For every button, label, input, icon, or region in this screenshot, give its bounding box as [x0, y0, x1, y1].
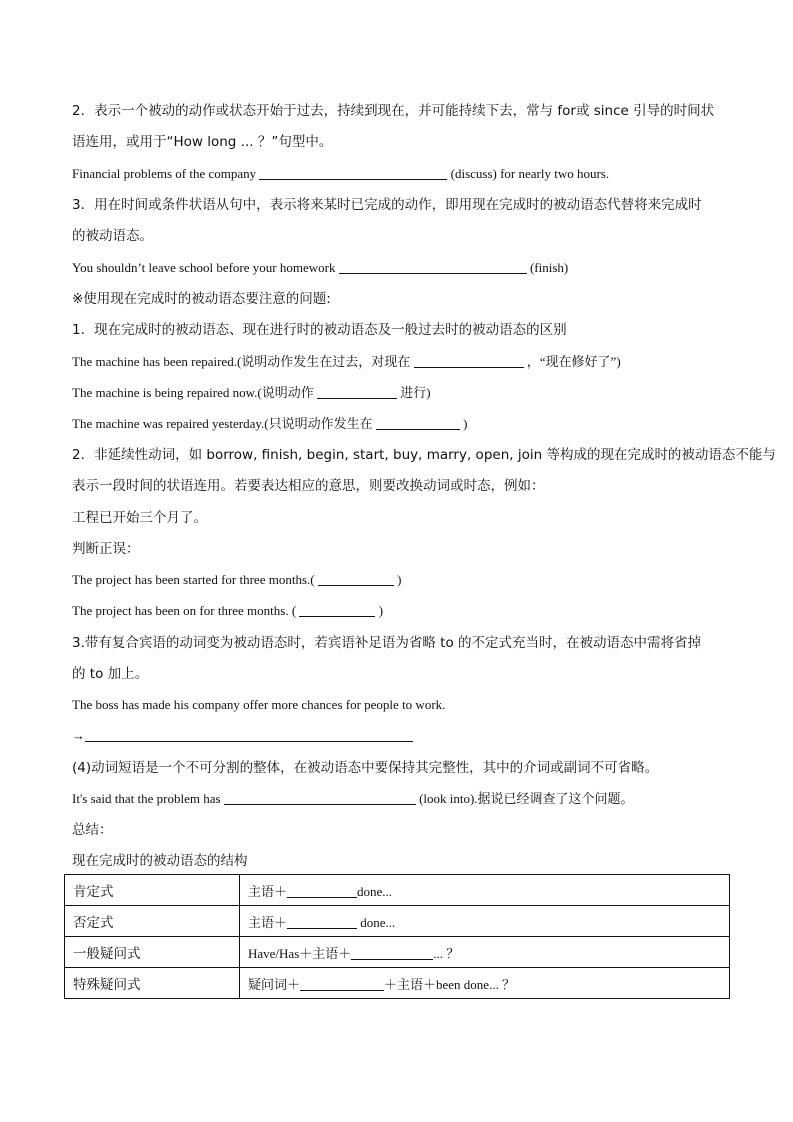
answer-blank-finish[interactable]	[339, 259, 527, 274]
judge-item-2-sentence: The project has been on for three months. (	[72, 603, 297, 618]
note-4-text: (4)动词短语是一个不可分割的整体，在被动语态中要保持其完整性，其中的介词或副词不可省略。	[72, 760, 659, 776]
rewrite-answer-line	[72, 727, 413, 745]
note-2-text: 2．非延续性动词，如 borrow, finish, begin, start, buy, marry, open, join 等构成的现在完成时的被动语态不能与	[72, 447, 776, 463]
judge-item-1-close: )	[397, 572, 402, 587]
example-is-being-repaired-suffix: 进行)	[400, 385, 431, 400]
exercise-finish-prefix: You shouldn’t leave school before your homework	[72, 260, 336, 275]
summary-heading: 总结：	[72, 822, 113, 838]
pattern-suffix: done...	[357, 883, 393, 899]
answer-blank-discuss[interactable]	[259, 165, 447, 180]
exercise-look-into	[72, 790, 634, 808]
answer-blank-affirmative[interactable]	[287, 883, 357, 898]
example-has-been-repaired-prefix: The machine has been repaired.(说明动作发生在过去，对现在	[72, 354, 411, 369]
note-3-text: 3.带有复合宾语的动词变为被动语态时，若宾语补足语为省略 to 的不定式充当时，在被动语态中需将省掉	[72, 635, 702, 651]
answer-blank-wh-question[interactable]	[300, 976, 384, 991]
answer-blank-ongoing[interactable]	[317, 384, 397, 399]
pattern-prefix: Have/Has＋主语＋	[248, 945, 352, 961]
answer-blank-look-into[interactable]	[224, 790, 416, 805]
exercise-look-into-suffix: (look into).据说已经调查了这个问题。	[419, 791, 634, 806]
answer-blank-judge-2[interactable]	[299, 602, 375, 617]
example-chinese-sentence: 工程已开始三个月了。	[72, 510, 207, 526]
judge-item-2-close: )	[378, 603, 384, 618]
rewrite-sentence: The boss has made his company offer more chances for people to work.	[72, 697, 446, 712]
table-caption: 现在完成时的被动语态的结构	[72, 853, 248, 869]
structure-table	[64, 874, 730, 999]
row-pattern	[240, 906, 730, 937]
example-is-being-repaired	[72, 384, 431, 402]
notes-heading: ※使用现在完成时的被动语态要注意的问题:	[72, 291, 331, 307]
judge-heading: 判断正误：	[72, 541, 140, 557]
example-was-repaired	[72, 415, 467, 433]
row-pattern	[240, 875, 730, 906]
pattern-suffix: ... ？	[433, 945, 460, 961]
note-1-heading: 1．现在完成时的被动语态、现在进行时的被动语态及一般过去时的被动语态的区别	[72, 322, 567, 338]
judge-item-2	[72, 602, 383, 620]
answer-blank-negative[interactable]	[287, 914, 357, 929]
pattern-prefix: 主语＋	[248, 883, 288, 899]
example-is-being-repaired-prefix: The machine is being repaired now.(说明动作	[72, 385, 314, 400]
arrow-icon: →	[72, 728, 85, 743]
example-has-been-repaired-suffix: ，“现在修好了”)	[526, 354, 621, 369]
exercise-finish	[72, 259, 568, 277]
answer-blank-judge-1[interactable]	[318, 571, 394, 586]
judge-item-1	[72, 571, 401, 589]
answer-blank-past[interactable]	[376, 415, 460, 430]
example-has-been-repaired	[72, 353, 621, 371]
exercise-discuss	[72, 165, 609, 183]
row-label: 特殊疑问式	[65, 968, 240, 999]
table-row	[65, 906, 730, 937]
rule-3-text-cont: 的被动语态。	[72, 228, 153, 244]
pattern-suffix: done...	[357, 914, 396, 930]
answer-blank-effect[interactable]	[414, 353, 524, 368]
note-2-text-cont: 表示一段时间的状语连用。若要表达相应的意思，则要改换动词或时态，例如：	[72, 478, 545, 494]
rule-2-text-cont: 语连用，或用于“How long ... ？”句型中。	[72, 134, 333, 150]
exercise-look-into-prefix: It's said that the problem has	[72, 791, 221, 806]
row-label: 否定式	[65, 906, 240, 937]
row-pattern	[240, 968, 730, 999]
example-was-repaired-suffix: )	[463, 416, 468, 431]
table-row	[65, 875, 730, 906]
answer-blank-rewrite[interactable]	[85, 727, 413, 742]
row-pattern	[240, 937, 730, 968]
rule-3-text: 3．用在时间或条件状语从句中，表示将来某时已完成的动作，即用现在完成时的被动语态代替将来完成时	[72, 197, 702, 213]
note-3-text-cont: 的 to 加上。	[72, 666, 149, 682]
table-row	[65, 937, 730, 968]
pattern-prefix: 疑问词＋	[248, 976, 301, 992]
answer-blank-yes-no-question[interactable]	[351, 945, 433, 960]
table-row	[65, 968, 730, 999]
exercise-finish-suffix: (finish)	[529, 260, 569, 275]
judge-item-1-sentence: The project has been started for three months.(	[72, 572, 315, 587]
exercise-discuss-prefix: Financial problems of the company	[72, 166, 257, 181]
pattern-prefix: 主语＋	[248, 914, 288, 930]
row-label: 肯定式	[65, 875, 240, 906]
exercise-discuss-suffix: (discuss) for nearly two hours.	[450, 166, 610, 181]
rule-2-text: 2．表示一个被动的动作或状态开始于过去，持续到现在，并可能持续下去，常与 for或 since 引导的时间状	[72, 103, 715, 119]
example-was-repaired-prefix: The machine was repaired yesterday.(只说明动作发生在	[72, 416, 373, 431]
row-label: 一般疑问式	[65, 937, 240, 968]
pattern-suffix: ＋主语＋been done... ？	[384, 976, 516, 992]
